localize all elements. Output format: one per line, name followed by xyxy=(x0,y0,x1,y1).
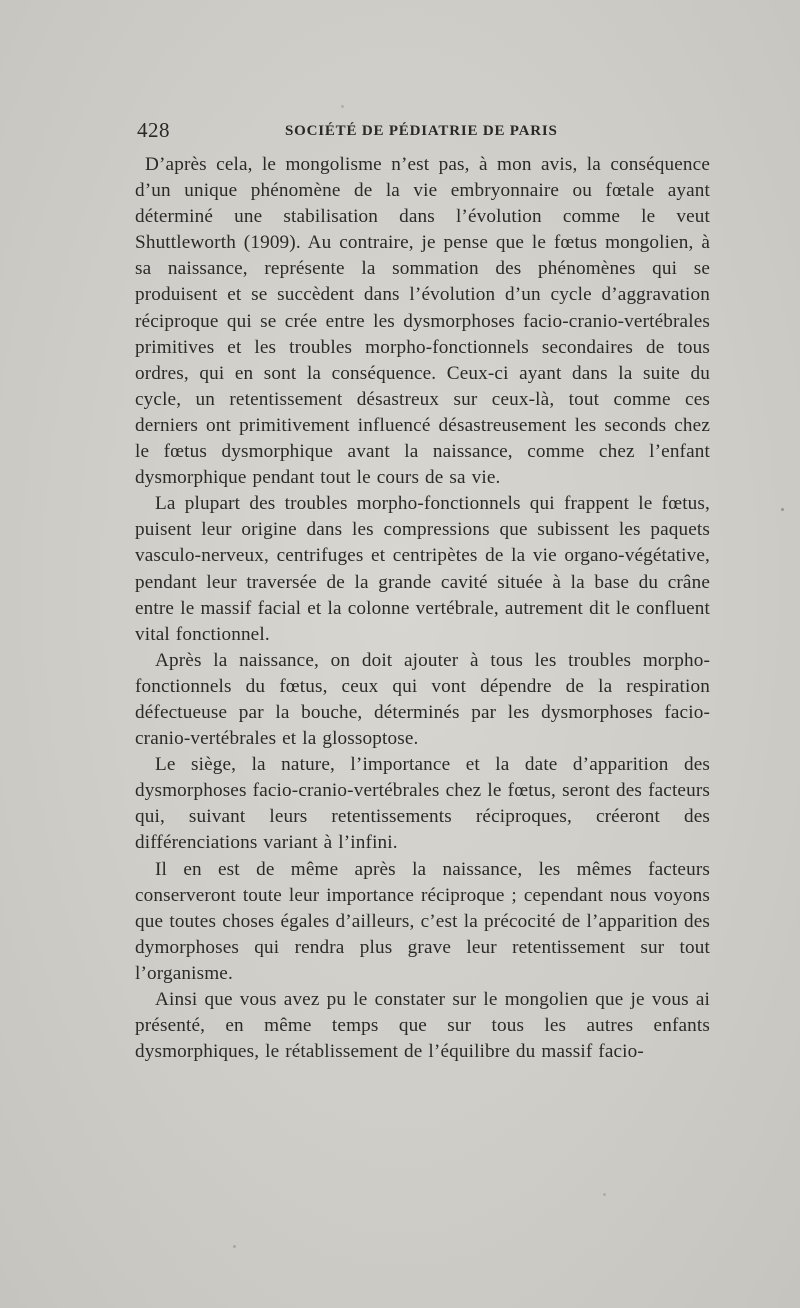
paragraph-3: Après la naissance, on doit ajouter à tous les troubles morpho-fonctionnels du fœtus, ceux qui vont dépendre de la respiration défectueuse par la bouche, déterminés par les dysmorphoses facio-cranio-vertébrales et la glossoptose. xyxy=(135,649,710,750)
paragraph-1: D’après cela, le mongolisme n’est pas, à mon avis, la conséquence d’un unique phénomène de la vie embryonnaire ou fœtale ayant déterminé une stabilisation dans l’évolution comme le veut Shuttleworth (1909). Au contraire, je pense que le fœtus mongolien, à sa naissance, représente la sommation des phénomènes qui se produisent et se succèdent dans l’évolution d’un cycle d’aggravation réciproque qui se crée entre les dysmorphoses facio-cranio-vertébrales primitives et les troubles morpho-fonctionnels secondaires de tous ordres, qui en sont la conséquence. Ceux-ci ayant dans la suite du cycle, un retentissement désastreux sur ceux-là, tout comme ces derniers ont primitivement influencé désastreusement les seconds chez le fœtus dysmorphique avant la naissance, comme chez l’enfant dysmorphique pendant tout le cours de sa vie. xyxy=(135,154,710,489)
paragraph-2: La plupart des troubles morpho-fonctionnels qui frappent le fœtus, puisent leur origine dans les compressions que subissent les paquets vasculo-nerveux, centrifuges et centripètes de la vie organo-végétative, pendant leur traversée de la grande cavité située à la base du crâne entre le massif facial et la colonne vertébrale, autrement dit le confluent vital fonctionnel. xyxy=(135,493,710,645)
page-number: 428 xyxy=(137,118,170,142)
paper-speck xyxy=(233,1245,236,1248)
page-header xyxy=(137,118,712,148)
paper-speck xyxy=(781,508,784,511)
paper-speck xyxy=(341,105,344,108)
paragraph-6: Ainsi que vous avez pu le constater sur le mongolien que je vous ai présenté, en même temps que sur tous les autres enfants dysmorphiques, le rétablissement de l’équilibre du massif facio- xyxy=(135,989,710,1063)
paper-speck xyxy=(603,1193,606,1196)
running-title: SOCIÉTÉ DE PÉDIATRIE DE PARIS xyxy=(285,123,558,139)
paragraph-5: Il en est de même après la naissance, les mêmes facteurs conserveront toute leur importance réciproque ; cependant nous voyons que toutes choses égales d’ailleurs, c’est la précocité de l’apparition des dymorphoses qui rendra plus grave leur retentissement sur tout l’organisme. xyxy=(135,858,710,984)
body-text xyxy=(135,152,710,1065)
paragraph-4: Le siège, la nature, l’importance et la date d’apparition des dysmorphoses facio-cranio-vertébrales chez le fœtus, seront des facteurs qui, suivant leurs retentissements réciproques, créeront des différenciations variant à l’infini. xyxy=(135,754,710,854)
